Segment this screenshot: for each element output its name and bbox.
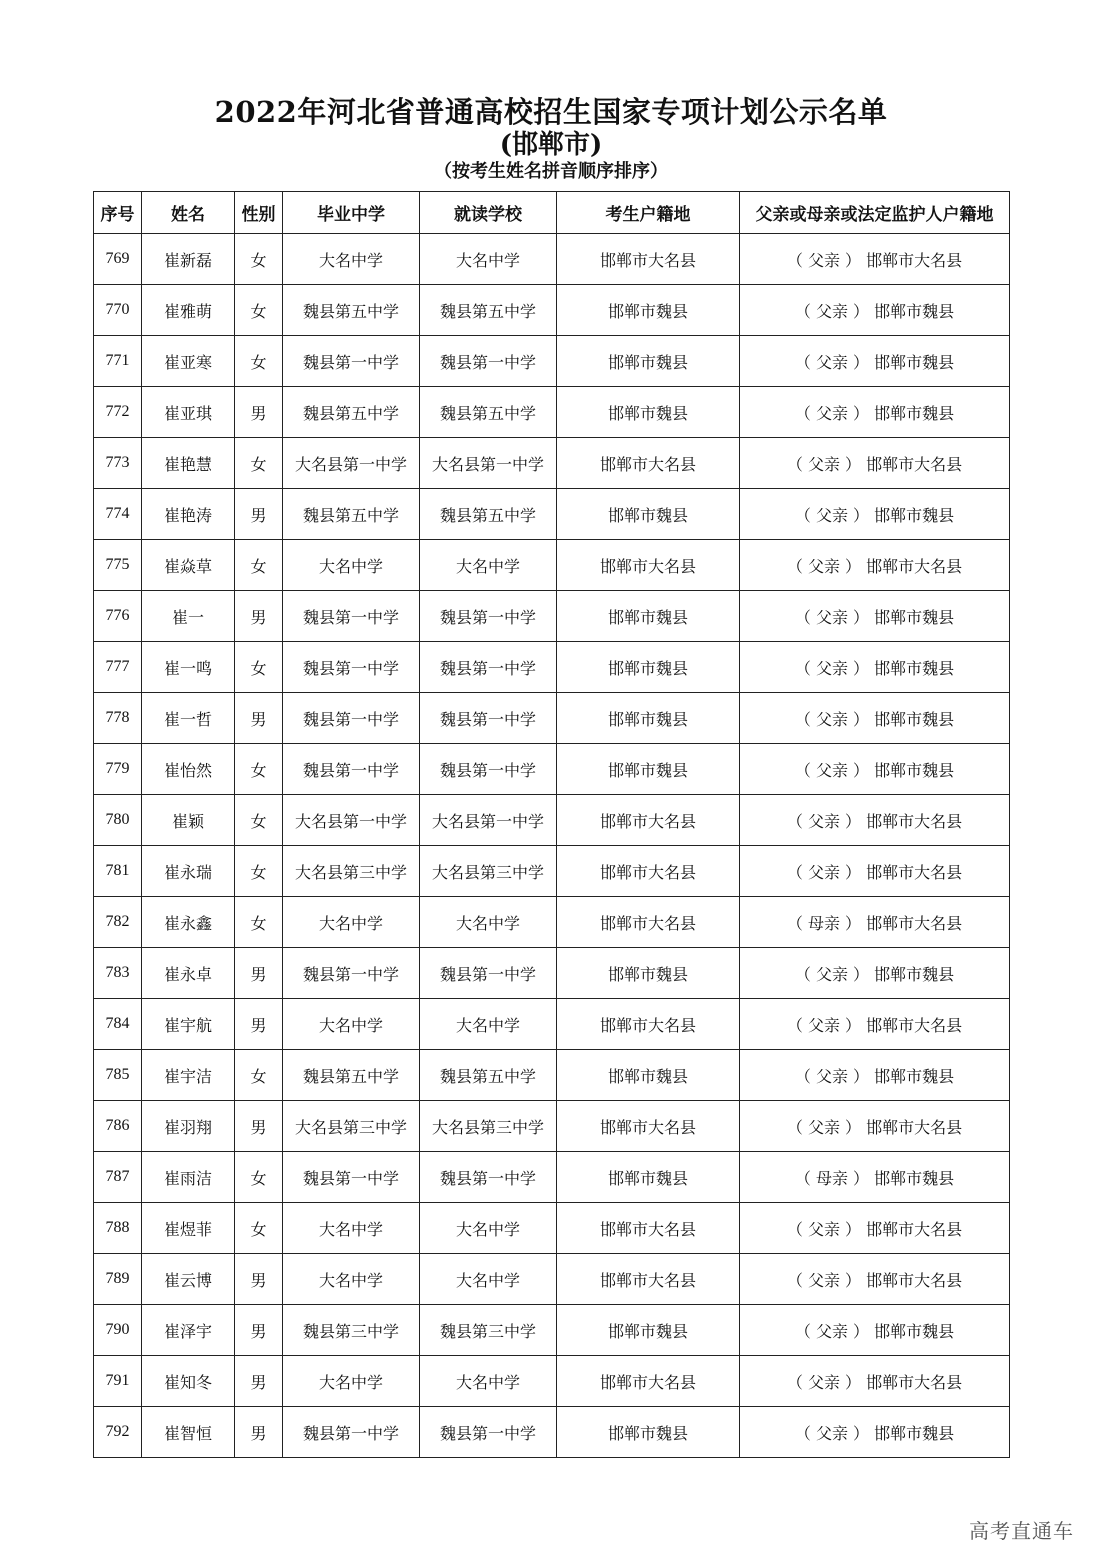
table-row bbox=[94, 1254, 1010, 1305]
cell-household-registration: 邯郸市魏县 bbox=[557, 744, 740, 795]
cell-name: 崔永卓 bbox=[142, 948, 235, 999]
cell-graduated-school: 大名中学 bbox=[283, 1356, 420, 1407]
cell-graduated-school: 魏县第一中学 bbox=[283, 693, 420, 744]
cell-household-registration: 邯郸市魏县 bbox=[557, 591, 740, 642]
column-header: 考生户籍地 bbox=[557, 192, 740, 234]
table-row bbox=[94, 387, 1010, 438]
table-row bbox=[94, 438, 1010, 489]
cell-guardian-registration: （ 母亲 ） 邯郸市大名县 bbox=[740, 897, 1010, 948]
cell-current-school: 魏县第一中学 bbox=[420, 642, 557, 693]
cell-guardian-registration: （ 父亲 ） 邯郸市魏县 bbox=[740, 642, 1010, 693]
cell-current-school: 魏县第一中学 bbox=[420, 693, 557, 744]
cell-name: 崔永鑫 bbox=[142, 897, 235, 948]
cell-gender: 男 bbox=[235, 387, 283, 438]
cell-current-school: 大名县第三中学 bbox=[420, 846, 557, 897]
cell-guardian-registration: （ 父亲 ） 邯郸市魏县 bbox=[740, 693, 1010, 744]
cell-graduated-school: 大名县第三中学 bbox=[283, 846, 420, 897]
cell-seq: 770 bbox=[94, 285, 142, 336]
cell-guardian-registration: （ 父亲 ） 邯郸市魏县 bbox=[740, 1050, 1010, 1101]
cell-guardian-registration: （ 父亲 ） 邯郸市魏县 bbox=[740, 489, 1010, 540]
cell-household-registration: 邯郸市魏县 bbox=[557, 948, 740, 999]
cell-gender: 女 bbox=[235, 642, 283, 693]
cell-current-school: 魏县第一中学 bbox=[420, 744, 557, 795]
cell-name: 崔亚琪 bbox=[142, 387, 235, 438]
cell-guardian-registration: （ 父亲 ） 邯郸市魏县 bbox=[740, 387, 1010, 438]
cell-household-registration: 邯郸市魏县 bbox=[557, 336, 740, 387]
cell-household-registration: 邯郸市大名县 bbox=[557, 1254, 740, 1305]
cell-graduated-school: 大名中学 bbox=[283, 897, 420, 948]
cell-current-school: 魏县第三中学 bbox=[420, 1305, 557, 1356]
cell-seq: 781 bbox=[94, 846, 142, 897]
cell-gender: 男 bbox=[235, 1101, 283, 1152]
table-row bbox=[94, 642, 1010, 693]
cell-household-registration: 邯郸市魏县 bbox=[557, 693, 740, 744]
cell-household-registration: 邯郸市魏县 bbox=[557, 642, 740, 693]
cell-gender: 女 bbox=[235, 846, 283, 897]
cell-name: 崔泽宇 bbox=[142, 1305, 235, 1356]
cell-guardian-registration: （ 父亲 ） 邯郸市大名县 bbox=[740, 234, 1010, 285]
cell-graduated-school: 大名县第三中学 bbox=[283, 1101, 420, 1152]
cell-seq: 778 bbox=[94, 693, 142, 744]
cell-seq: 792 bbox=[94, 1407, 142, 1458]
cell-name: 崔雨洁 bbox=[142, 1152, 235, 1203]
cell-graduated-school: 魏县第一中学 bbox=[283, 591, 420, 642]
cell-guardian-registration: （ 父亲 ） 邯郸市大名县 bbox=[740, 1356, 1010, 1407]
cell-gender: 男 bbox=[235, 1254, 283, 1305]
cell-gender: 男 bbox=[235, 1407, 283, 1458]
cell-name: 崔云博 bbox=[142, 1254, 235, 1305]
cell-gender: 女 bbox=[235, 234, 283, 285]
cell-name: 崔艳涛 bbox=[142, 489, 235, 540]
cell-seq: 775 bbox=[94, 540, 142, 591]
cell-seq: 783 bbox=[94, 948, 142, 999]
table-row bbox=[94, 897, 1010, 948]
table-row bbox=[94, 948, 1010, 999]
cell-gender: 女 bbox=[235, 540, 283, 591]
table-header-row bbox=[94, 192, 1010, 234]
cell-graduated-school: 大名县第一中学 bbox=[283, 795, 420, 846]
cell-seq: 769 bbox=[94, 234, 142, 285]
cell-seq: 772 bbox=[94, 387, 142, 438]
cell-graduated-school: 魏县第五中学 bbox=[283, 1050, 420, 1101]
cell-current-school: 魏县第一中学 bbox=[420, 948, 557, 999]
cell-household-registration: 邯郸市大名县 bbox=[557, 897, 740, 948]
cell-current-school: 大名中学 bbox=[420, 1254, 557, 1305]
roster-table bbox=[93, 191, 1010, 1458]
cell-name: 崔怡然 bbox=[142, 744, 235, 795]
cell-household-registration: 邯郸市魏县 bbox=[557, 1152, 740, 1203]
table-row bbox=[94, 1152, 1010, 1203]
cell-seq: 785 bbox=[94, 1050, 142, 1101]
cell-gender: 男 bbox=[235, 489, 283, 540]
cell-graduated-school: 魏县第一中学 bbox=[283, 948, 420, 999]
cell-household-registration: 邯郸市大名县 bbox=[557, 1101, 740, 1152]
cell-gender: 女 bbox=[235, 795, 283, 846]
cell-current-school: 魏县第五中学 bbox=[420, 285, 557, 336]
table-row bbox=[94, 744, 1010, 795]
cell-household-registration: 邯郸市大名县 bbox=[557, 846, 740, 897]
column-header: 姓名 bbox=[142, 192, 235, 234]
cell-graduated-school: 魏县第五中学 bbox=[283, 387, 420, 438]
cell-household-registration: 邯郸市魏县 bbox=[557, 285, 740, 336]
cell-gender: 女 bbox=[235, 1152, 283, 1203]
cell-name: 崔雅萌 bbox=[142, 285, 235, 336]
cell-guardian-registration: （ 父亲 ） 邯郸市魏县 bbox=[740, 744, 1010, 795]
cell-gender: 女 bbox=[235, 897, 283, 948]
cell-gender: 男 bbox=[235, 591, 283, 642]
cell-household-registration: 邯郸市魏县 bbox=[557, 1050, 740, 1101]
cell-gender: 男 bbox=[235, 999, 283, 1050]
cell-name: 崔新磊 bbox=[142, 234, 235, 285]
table-row bbox=[94, 336, 1010, 387]
cell-gender: 女 bbox=[235, 1203, 283, 1254]
table-row bbox=[94, 285, 1010, 336]
cell-current-school: 大名中学 bbox=[420, 540, 557, 591]
cell-name: 崔一鸣 bbox=[142, 642, 235, 693]
cell-graduated-school: 大名中学 bbox=[283, 234, 420, 285]
cell-current-school: 大名县第一中学 bbox=[420, 795, 557, 846]
cell-household-registration: 邯郸市大名县 bbox=[557, 1356, 740, 1407]
cell-seq: 791 bbox=[94, 1356, 142, 1407]
cell-gender: 男 bbox=[235, 948, 283, 999]
column-header: 毕业中学 bbox=[283, 192, 420, 234]
cell-seq: 774 bbox=[94, 489, 142, 540]
cell-seq: 784 bbox=[94, 999, 142, 1050]
column-header: 就读学校 bbox=[420, 192, 557, 234]
table-body bbox=[94, 234, 1010, 1458]
column-header: 性别 bbox=[235, 192, 283, 234]
cell-name: 崔焱草 bbox=[142, 540, 235, 591]
cell-graduated-school: 大名中学 bbox=[283, 1254, 420, 1305]
cell-household-registration: 邯郸市大名县 bbox=[557, 438, 740, 489]
table-row bbox=[94, 234, 1010, 285]
cell-gender: 男 bbox=[235, 693, 283, 744]
cell-gender: 女 bbox=[235, 336, 283, 387]
cell-guardian-registration: （ 父亲 ） 邯郸市大名县 bbox=[740, 795, 1010, 846]
cell-guardian-registration: （ 父亲 ） 邯郸市大名县 bbox=[740, 846, 1010, 897]
table-row bbox=[94, 540, 1010, 591]
cell-guardian-registration: （ 父亲 ） 邯郸市魏县 bbox=[740, 336, 1010, 387]
column-header: 序号 bbox=[94, 192, 142, 234]
cell-guardian-registration: （ 父亲 ） 邯郸市魏县 bbox=[740, 1305, 1010, 1356]
cell-graduated-school: 魏县第五中学 bbox=[283, 285, 420, 336]
cell-graduated-school: 魏县第一中学 bbox=[283, 642, 420, 693]
cell-seq: 773 bbox=[94, 438, 142, 489]
cell-guardian-registration: （ 父亲 ） 邯郸市魏县 bbox=[740, 948, 1010, 999]
cell-guardian-registration: （ 父亲 ） 邯郸市大名县 bbox=[740, 438, 1010, 489]
cell-name: 崔颖 bbox=[142, 795, 235, 846]
cell-household-registration: 邯郸市大名县 bbox=[557, 234, 740, 285]
cell-graduated-school: 大名县第一中学 bbox=[283, 438, 420, 489]
cell-gender: 男 bbox=[235, 1356, 283, 1407]
table-row bbox=[94, 999, 1010, 1050]
cell-current-school: 魏县第一中学 bbox=[420, 336, 557, 387]
cell-name: 崔宇航 bbox=[142, 999, 235, 1050]
cell-graduated-school: 魏县第一中学 bbox=[283, 1152, 420, 1203]
cell-name: 崔艳慧 bbox=[142, 438, 235, 489]
cell-guardian-registration: （ 父亲 ） 邯郸市魏县 bbox=[740, 1407, 1010, 1458]
cell-name: 崔宇洁 bbox=[142, 1050, 235, 1101]
column-header: 父亲或母亲或法定监护人户籍地 bbox=[740, 192, 1010, 234]
cell-seq: 776 bbox=[94, 591, 142, 642]
cell-graduated-school: 魏县第五中学 bbox=[283, 489, 420, 540]
cell-gender: 女 bbox=[235, 438, 283, 489]
cell-graduated-school: 大名中学 bbox=[283, 1203, 420, 1254]
cell-seq: 790 bbox=[94, 1305, 142, 1356]
cell-seq: 777 bbox=[94, 642, 142, 693]
cell-name: 崔知冬 bbox=[142, 1356, 235, 1407]
cell-graduated-school: 大名中学 bbox=[283, 540, 420, 591]
cell-current-school: 魏县第五中学 bbox=[420, 387, 557, 438]
cell-current-school: 大名中学 bbox=[420, 234, 557, 285]
cell-gender: 女 bbox=[235, 744, 283, 795]
cell-current-school: 大名中学 bbox=[420, 999, 557, 1050]
table-row bbox=[94, 1407, 1010, 1458]
table-row bbox=[94, 1101, 1010, 1152]
cell-guardian-registration: （ 父亲 ） 邯郸市大名县 bbox=[740, 999, 1010, 1050]
cell-name: 崔亚寒 bbox=[142, 336, 235, 387]
table-row bbox=[94, 489, 1010, 540]
sort-note: （按考生姓名拼音顺序排序） bbox=[434, 161, 668, 182]
cell-guardian-registration: （ 父亲 ） 邯郸市大名县 bbox=[740, 540, 1010, 591]
cell-current-school: 魏县第五中学 bbox=[420, 489, 557, 540]
cell-name: 崔智恒 bbox=[142, 1407, 235, 1458]
table-row bbox=[94, 693, 1010, 744]
cell-household-registration: 邯郸市大名县 bbox=[557, 540, 740, 591]
cell-current-school: 魏县第五中学 bbox=[420, 1050, 557, 1101]
table-row bbox=[94, 1305, 1010, 1356]
cell-household-registration: 邯郸市魏县 bbox=[557, 1305, 740, 1356]
cell-seq: 786 bbox=[94, 1101, 142, 1152]
cell-graduated-school: 魏县第一中学 bbox=[283, 336, 420, 387]
cell-household-registration: 邯郸市大名县 bbox=[557, 1203, 740, 1254]
cell-guardian-registration: （ 父亲 ） 邯郸市大名县 bbox=[740, 1101, 1010, 1152]
cell-current-school: 大名县第一中学 bbox=[420, 438, 557, 489]
cell-current-school: 大名中学 bbox=[420, 1356, 557, 1407]
cell-name: 崔永瑞 bbox=[142, 846, 235, 897]
cell-current-school: 魏县第一中学 bbox=[420, 1152, 557, 1203]
cell-gender: 男 bbox=[235, 1305, 283, 1356]
cell-guardian-registration: （ 父亲 ） 邯郸市魏县 bbox=[740, 591, 1010, 642]
cell-seq: 787 bbox=[94, 1152, 142, 1203]
cell-name: 崔一 bbox=[142, 591, 235, 642]
cell-household-registration: 邯郸市魏县 bbox=[557, 489, 740, 540]
cell-current-school: 魏县第一中学 bbox=[420, 591, 557, 642]
cell-guardian-registration: （ 父亲 ） 邯郸市大名县 bbox=[740, 1254, 1010, 1305]
cell-household-registration: 邯郸市魏县 bbox=[557, 387, 740, 438]
page-title: 2022年河北省普通高校招生国家专项计划公示名单 bbox=[214, 95, 888, 129]
cell-household-registration: 邯郸市大名县 bbox=[557, 795, 740, 846]
cell-current-school: 大名中学 bbox=[420, 1203, 557, 1254]
cell-guardian-registration: （ 母亲 ） 邯郸市魏县 bbox=[740, 1152, 1010, 1203]
cell-gender: 女 bbox=[235, 285, 283, 336]
cell-guardian-registration: （ 父亲 ） 邯郸市大名县 bbox=[740, 1203, 1010, 1254]
cell-graduated-school: 魏县第一中学 bbox=[283, 744, 420, 795]
cell-name: 崔羽翔 bbox=[142, 1101, 235, 1152]
page-subtitle: (邯郸市) bbox=[499, 130, 603, 160]
table-row bbox=[94, 795, 1010, 846]
cell-gender: 女 bbox=[235, 1050, 283, 1101]
cell-graduated-school: 大名中学 bbox=[283, 999, 420, 1050]
cell-seq: 782 bbox=[94, 897, 142, 948]
cell-household-registration: 邯郸市大名县 bbox=[557, 999, 740, 1050]
table-row bbox=[94, 1203, 1010, 1254]
cell-seq: 771 bbox=[94, 336, 142, 387]
table-row bbox=[94, 846, 1010, 897]
cell-seq: 788 bbox=[94, 1203, 142, 1254]
table-row bbox=[94, 1050, 1010, 1101]
watermark: 高考直通车 bbox=[969, 1519, 1074, 1543]
cell-graduated-school: 魏县第三中学 bbox=[283, 1305, 420, 1356]
cell-guardian-registration: （ 父亲 ） 邯郸市魏县 bbox=[740, 285, 1010, 336]
cell-seq: 780 bbox=[94, 795, 142, 846]
cell-seq: 789 bbox=[94, 1254, 142, 1305]
cell-current-school: 魏县第一中学 bbox=[420, 1407, 557, 1458]
table-row bbox=[94, 591, 1010, 642]
cell-name: 崔一哲 bbox=[142, 693, 235, 744]
cell-seq: 779 bbox=[94, 744, 142, 795]
cell-graduated-school: 魏县第一中学 bbox=[283, 1407, 420, 1458]
cell-current-school: 大名中学 bbox=[420, 897, 557, 948]
table-row bbox=[94, 1356, 1010, 1407]
cell-household-registration: 邯郸市魏县 bbox=[557, 1407, 740, 1458]
cell-name: 崔煜菲 bbox=[142, 1203, 235, 1254]
cell-current-school: 大名县第三中学 bbox=[420, 1101, 557, 1152]
